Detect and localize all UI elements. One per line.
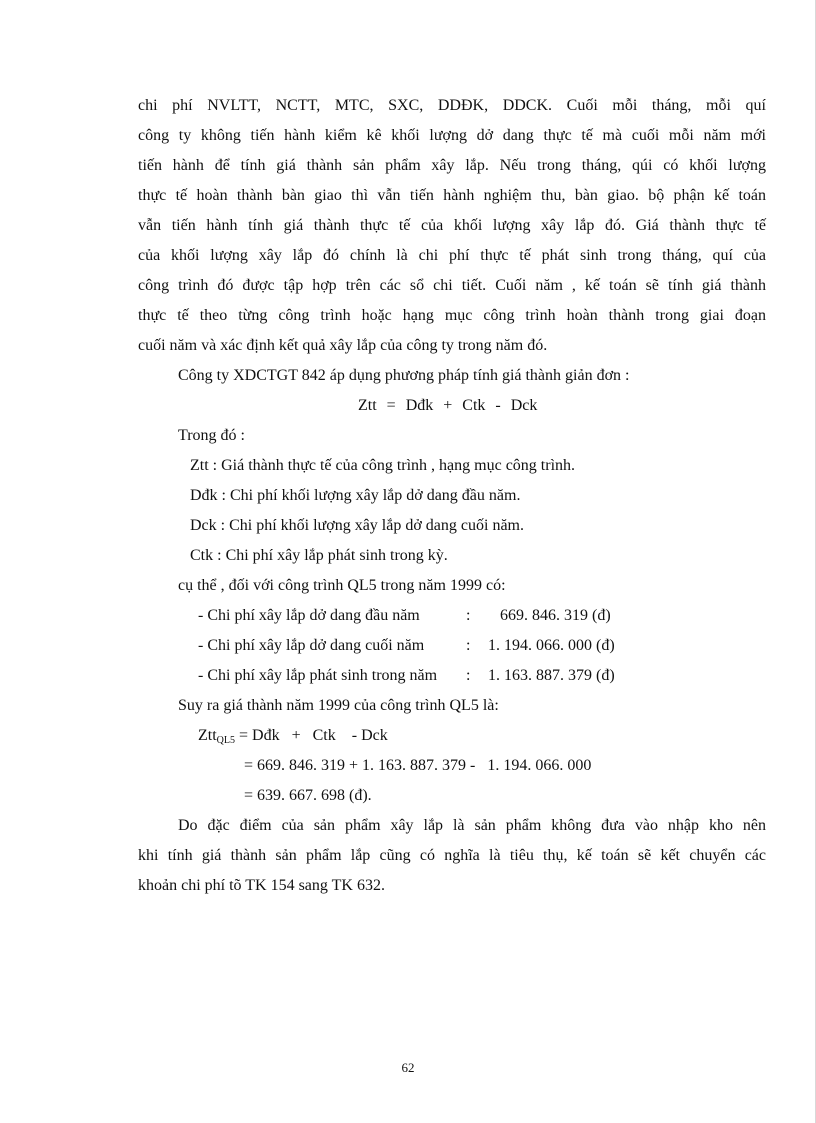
example-item-label: - Chi phí xây lắp phát sinh trong năm (198, 667, 438, 684)
paragraph-1-line-4: thực tế hoàn thành bàn giao thì vẫn tiến hành nghiệm thu, bàn giao. bộ phận kế toán (138, 187, 766, 204)
paragraph-1-line-5: vẫn tiến hành tính giá thành thực tế của khối lượng xây lắp đó. Giá thành thực tế (138, 217, 766, 234)
paragraph-2-line-3: khoản chi phí tõ TK 154 sang TK 632. (138, 877, 385, 894)
example-item (198, 666, 615, 686)
paragraph-2-line-2: khi tính giá thành sản phẩm lắp cũng có nghĩa là tiêu thụ, kế toán sẽ kết chuyển các (138, 847, 766, 864)
calculation-line-1 (198, 726, 388, 751)
calculation-line-2: = 669. 846. 319 + 1. 163. 887. 379 - 1. 194. 066. 000 (244, 757, 592, 774)
result-intro: Suy ra giá thành năm 1999 của công trình QL5 là: (178, 697, 499, 714)
paragraph-1-line-2: công ty không tiến hành kiểm kê khối lượng dở dang thực tế mà cuối mỗi năm mới (138, 127, 766, 144)
paragraph-1-line-9: cuối năm và xác định kết quả xây lắp của công ty trong năm đó. (138, 337, 548, 354)
where-label: Trong đó : (178, 427, 245, 444)
paragraph-1-line-3: tiến hành để tính giá thành sản phẩm xây lắp. Nếu trong tháng, qúi có khối lượng (138, 157, 766, 174)
calculation-line-3: = 639. 667. 698 (đ). (244, 787, 372, 804)
example-item-label: - Chi phí xây lắp dở dang đầu năm (198, 607, 420, 624)
example-item-amount: 1. 163. 887. 379 (đ) (488, 667, 615, 684)
formula: Ztt = Dđk + Ctk - Dck (358, 397, 538, 414)
paragraph-1-line-6: của khối lượng xây lắp đó chính là chi phí thực tế phát sinh trong tháng, quí của (138, 247, 766, 264)
example-intro: cụ thể , đối với công trình QL5 trong năm 1999 có: (178, 577, 506, 594)
definition-ddk: Dđk : Chi phí khối lượng xây lắp dở dang đầu năm. (190, 487, 521, 504)
example-item-colon: : (466, 667, 471, 684)
example-item-label: - Chi phí xây lắp dở dang cuối năm (198, 637, 425, 654)
example-item (198, 606, 611, 626)
method-line: Công ty XDCTGT 842 áp dụng phương pháp tính giá thành giản đơn : (178, 367, 630, 384)
paragraph-1-line-8: thực tế theo từng công trình hoặc hạng mục công trình hoàn thành trong giai đoạn (138, 307, 766, 324)
example-item-amount: 1. 194. 066. 000 (đ) (488, 637, 615, 654)
example-item-amount: 669. 846. 319 (đ) (488, 607, 611, 624)
paragraph-2-line-1: Do đặc điểm của sản phẩm xây lắp là sản phẩm không đưa vào nhập kho nên (178, 817, 766, 834)
calculation-expression: = Dđk + Ctk - Dck (235, 727, 388, 744)
example-item-colon: : (466, 607, 471, 624)
paragraph-1-line-7: công trình đó được tập hợp trên các sổ chi tiết. Cuối năm , kế toán sẽ tính giá thành (138, 277, 766, 294)
definition-ctk: Ctk : Chi phí xây lắp phát sinh trong kỳ. (190, 547, 448, 564)
page-number: 62 (401, 1060, 415, 1075)
example-item-colon: : (466, 637, 471, 654)
calculation-lhs: Ztt (198, 727, 217, 744)
example-item (198, 636, 615, 656)
calculation-lhs-subscript: QL5 (216, 735, 236, 746)
definition-dck: Dck : Chi phí khối lượng xây lắp dở dang cuối năm. (190, 517, 524, 534)
paragraph-1-line-1: chi phí NVLTT, NCTT, MTC, SXC, DDĐK, DDCK. Cuối mỗi tháng, mỗi quí (138, 97, 766, 114)
definition-ztt: Ztt : Giá thành thực tế của công trình , hạng mục công trình. (190, 457, 576, 474)
